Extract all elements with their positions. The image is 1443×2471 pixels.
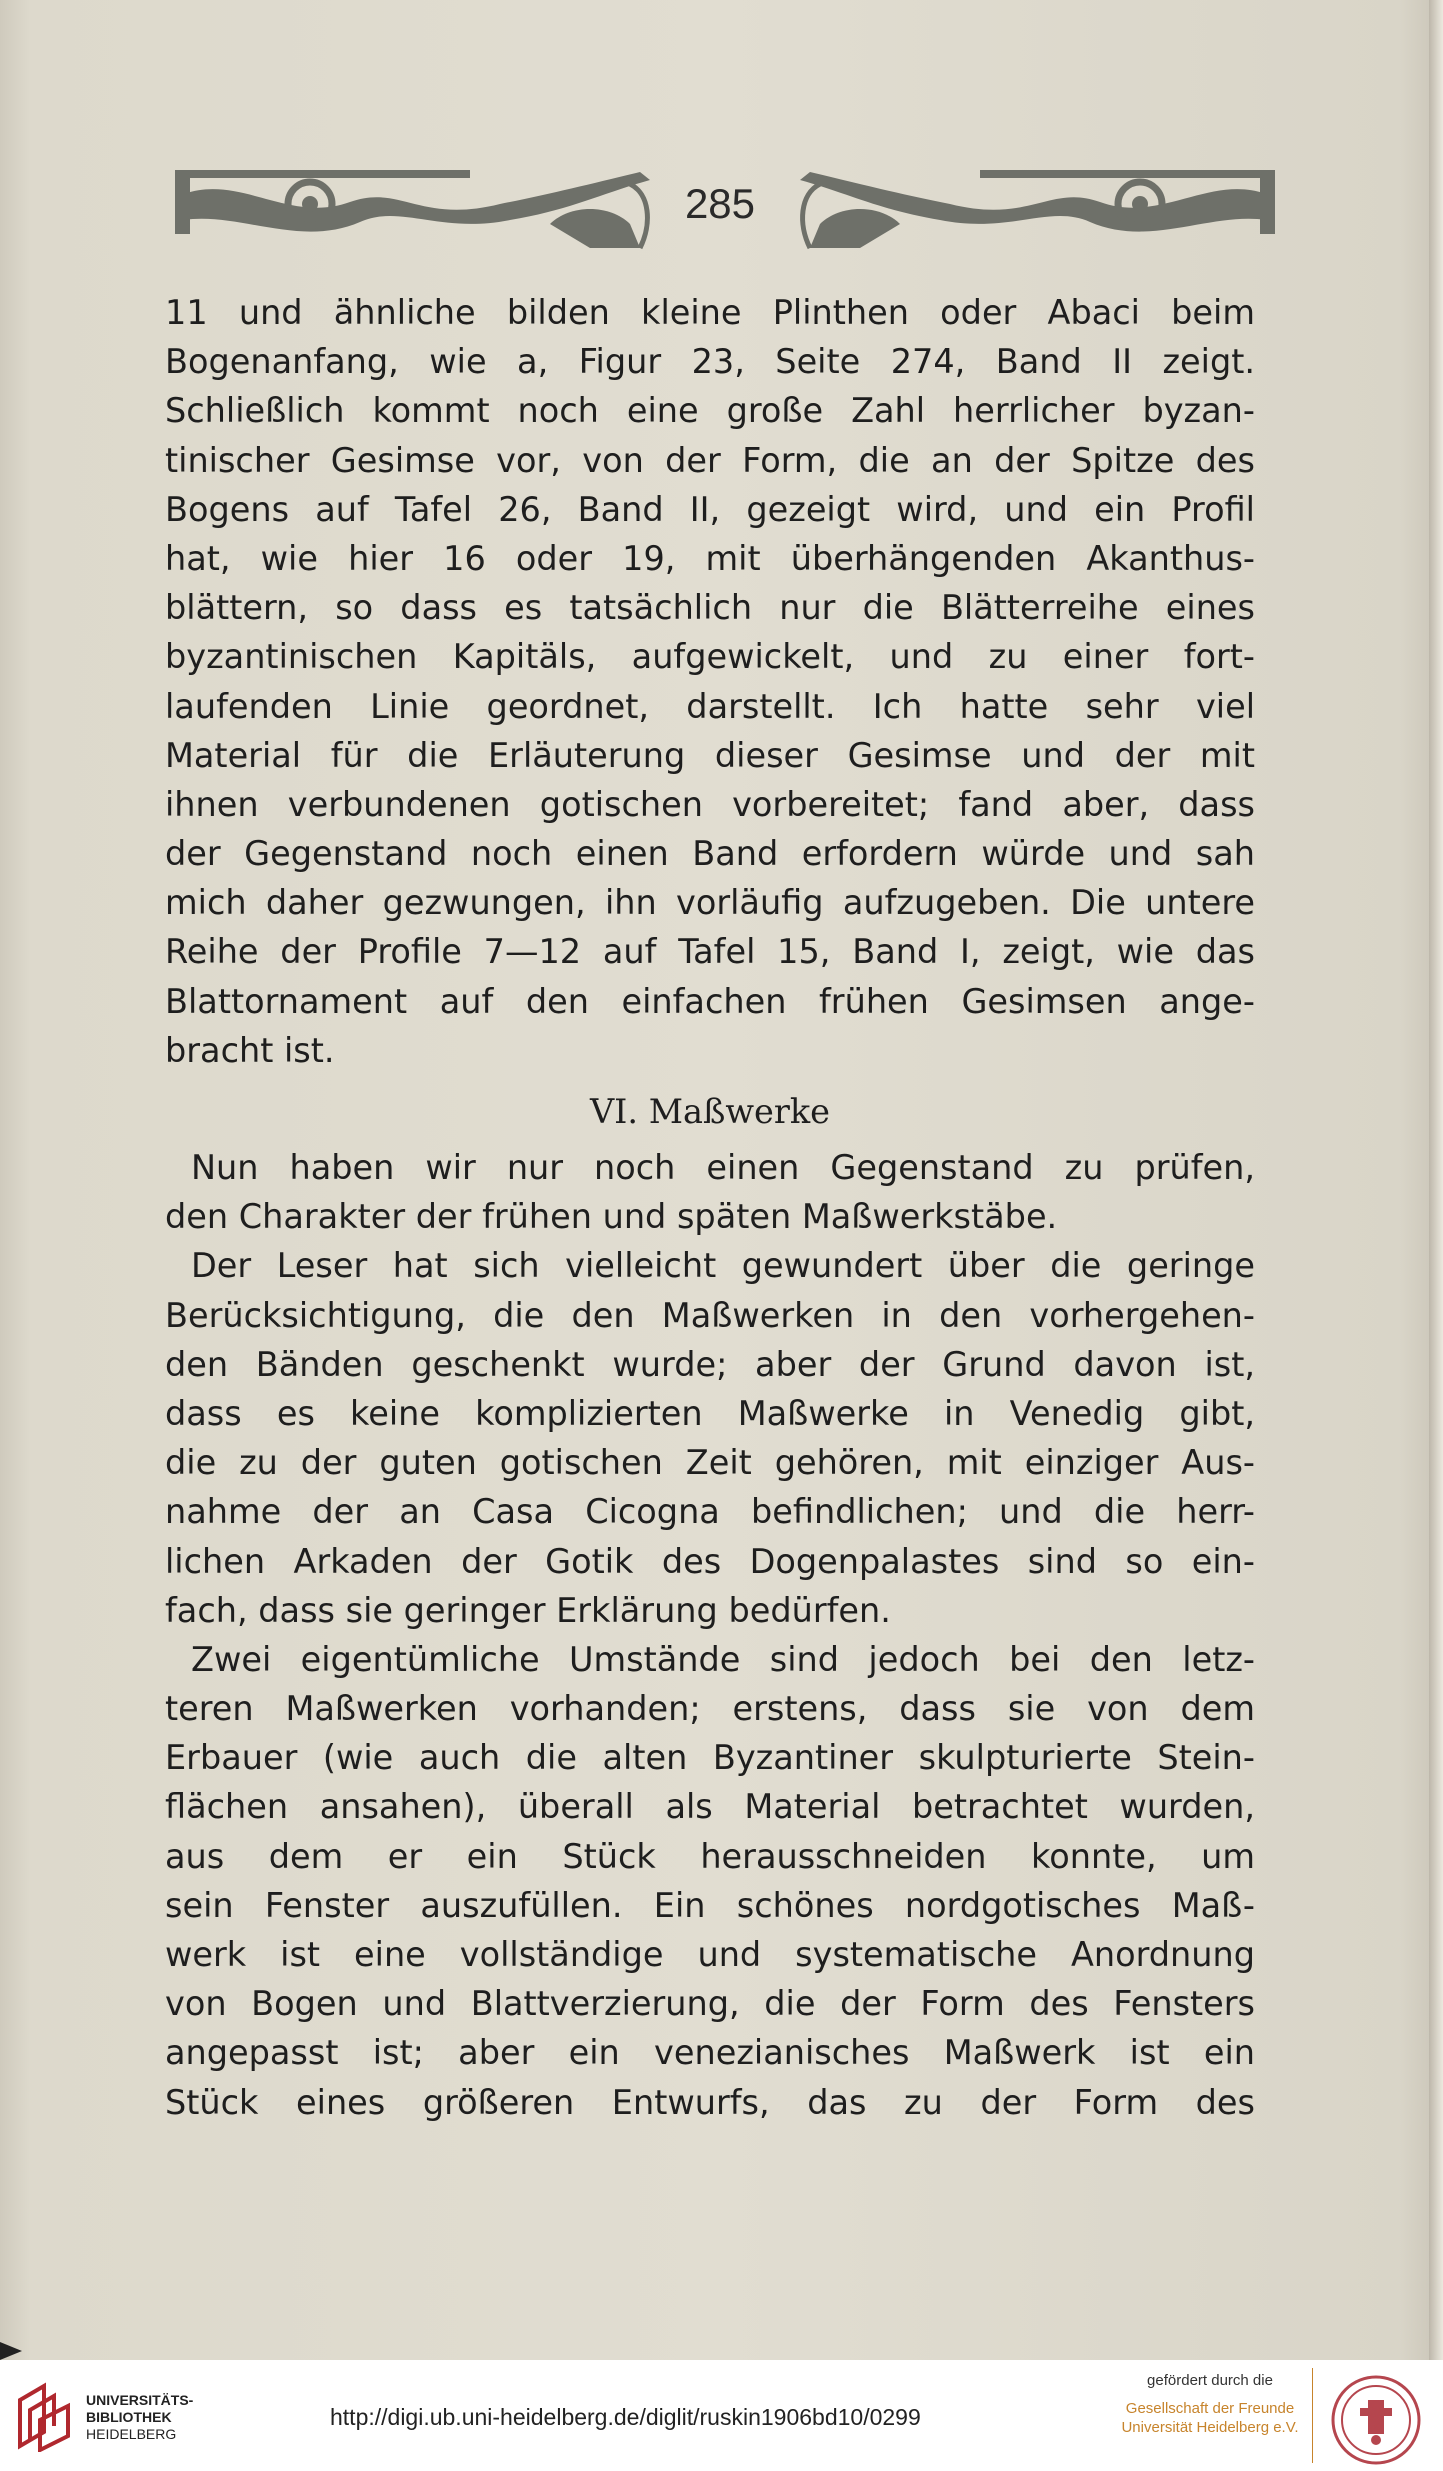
text-line: angepasst ist; aber ein venezianisches Maßwerk ist ein (165, 2033, 1255, 2073)
text-line: Material für die Erläuterung dieser Gesimse und der mit (165, 735, 1255, 775)
text-line: werk ist eine vollständige und systematische Anordnung (165, 1935, 1255, 1974)
library-name-line: HEIDELBERG (86, 2426, 177, 2442)
sponsor-block (1100, 2372, 1320, 2437)
page-edge (1429, 0, 1443, 2360)
body-text (165, 288, 1255, 2127)
library-name-line: BIBLIOTHEK (86, 2409, 172, 2425)
text-line: Blattornament auf den einfachen frühen Gesimsen ange- (165, 981, 1255, 1021)
page-marker-arrow-icon (0, 2342, 22, 2360)
text-line: Zwei eigentümliche Umstände sind jedoch bei den letz- (191, 1639, 1255, 1679)
library-name-line: UNIVERSITÄTS- (86, 2392, 194, 2408)
text-line: mich daher gezwungen, ihn vorläufig aufzugeben. Die untere (165, 883, 1255, 923)
text-line: nahme der an Casa Cicogna befindlichen; und die herr- (165, 1492, 1255, 1532)
text-line: Nun haben wir nur noch einen Gegenstand zu prüfen, (191, 1148, 1255, 1187)
text-line: blättern, so dass es tatsächlich nur die Blätterreihe eines (165, 588, 1255, 628)
text-line: flächen ansahen), überall als Material betrachtet wurden, (165, 1787, 1255, 1827)
text-line: die zu der guten gotischen Zeit gehören, mit einziger Aus- (165, 1443, 1255, 1483)
sponsor-name[interactable] (1100, 2399, 1320, 2437)
text-line: Bogenanfang, wie a, Figur 23, Seite 274, Band II zeigt. (165, 342, 1255, 382)
text-line: bracht ist. (165, 1030, 335, 1070)
text-line: hat, wie hier 16 oder 19, mit überhängenden Akanthus- (165, 538, 1255, 578)
text-line: byzantinischen Kapitäls, aufgewickelt, und zu einer fort- (165, 637, 1255, 677)
sponsor-intro: gefördert durch die (1147, 2372, 1273, 2389)
text-line: den Bänden geschenkt wurde; aber der Grund davon ist, (165, 1344, 1255, 1384)
text-line: Stück eines größeren Entwurfs, das zu der Form des (165, 2082, 1255, 2122)
text-line: Bogens auf Tafel 26, Band II, gezeigt wird, und ein Profil (165, 489, 1255, 529)
library-name (86, 2392, 193, 2443)
text-line: sein Fenster auszufüllen. Ein schönes nordgotisches Maß- (165, 1885, 1255, 1925)
text-line: fach, dass sie geringer Erklärung bedürfen. (165, 1590, 891, 1630)
page-header (170, 160, 1280, 260)
text-line: laufenden Linie geordnet, darstellt. Ich hatte sehr viel (165, 686, 1255, 726)
divider (1312, 2368, 1313, 2463)
university-library-logo-icon[interactable] (14, 2380, 76, 2452)
text-line: Der Leser hat sich vielleicht gewundert über die geringe (191, 1246, 1255, 1286)
text-line: dass es keine komplizierten Maßwerke in Venedig gibt, (165, 1393, 1255, 1433)
text-line: den Charakter der frühen und späten Maßwerkstäbe. (165, 1197, 1058, 1237)
text-line: Schließlich kommt noch eine große Zahl herrlicher byzan- (165, 391, 1255, 431)
ornament-left-icon (170, 164, 660, 256)
page-number: 285 (684, 180, 756, 227)
text-line: aus dem er ein Stück herausschneiden konnte, um (165, 1836, 1255, 1876)
text-line: lichen Arkaden der Gotik des Dogenpalastes sind so ein- (165, 1541, 1255, 1581)
sponsor-name-line: Universität Heidelberg e.V. (1121, 2419, 1299, 2436)
text-line: Erbauer (wie auch die alten Byzantiner skulpturierte Stein- (165, 1738, 1255, 1778)
ornament-right-icon (780, 164, 1280, 256)
text-line: tinischer Gesimse vor, von der Form, die an der Spitze des (165, 440, 1255, 480)
text-line: ihnen verbundenen gotischen vorbereitet; fand aber, dass (165, 784, 1255, 824)
text-line: Berücksichtigung, die den Maßwerken in den vorhergehen- (165, 1295, 1255, 1335)
sponsor-name-line: Gesellschaft der Freunde (1125, 2400, 1295, 2417)
permalink-url[interactable]: http://digi.ub.uni-heidelberg.de/diglit/ruskin1906bd10/0299 (330, 2404, 921, 2430)
footer-bar (0, 2360, 1443, 2471)
text-line: der Gegenstand noch einen Band erfordern würde und sah (165, 834, 1255, 874)
text-line: 11 und ähnliche bilden kleine Plinthen oder Abaci beim (165, 293, 1255, 332)
text-line: teren Maßwerken vorhanden; erstens, dass sie von dem (165, 1689, 1255, 1729)
section-heading: VI. Maßwerke (589, 1092, 830, 1131)
text-line: von Bogen und Blattverzierung, die der Form des Fensters (165, 1984, 1255, 2024)
university-seal-icon (1330, 2374, 1422, 2466)
text-line: Reihe der Profile 7—12 auf Tafel 15, Band I, zeigt, wie das (165, 932, 1255, 972)
